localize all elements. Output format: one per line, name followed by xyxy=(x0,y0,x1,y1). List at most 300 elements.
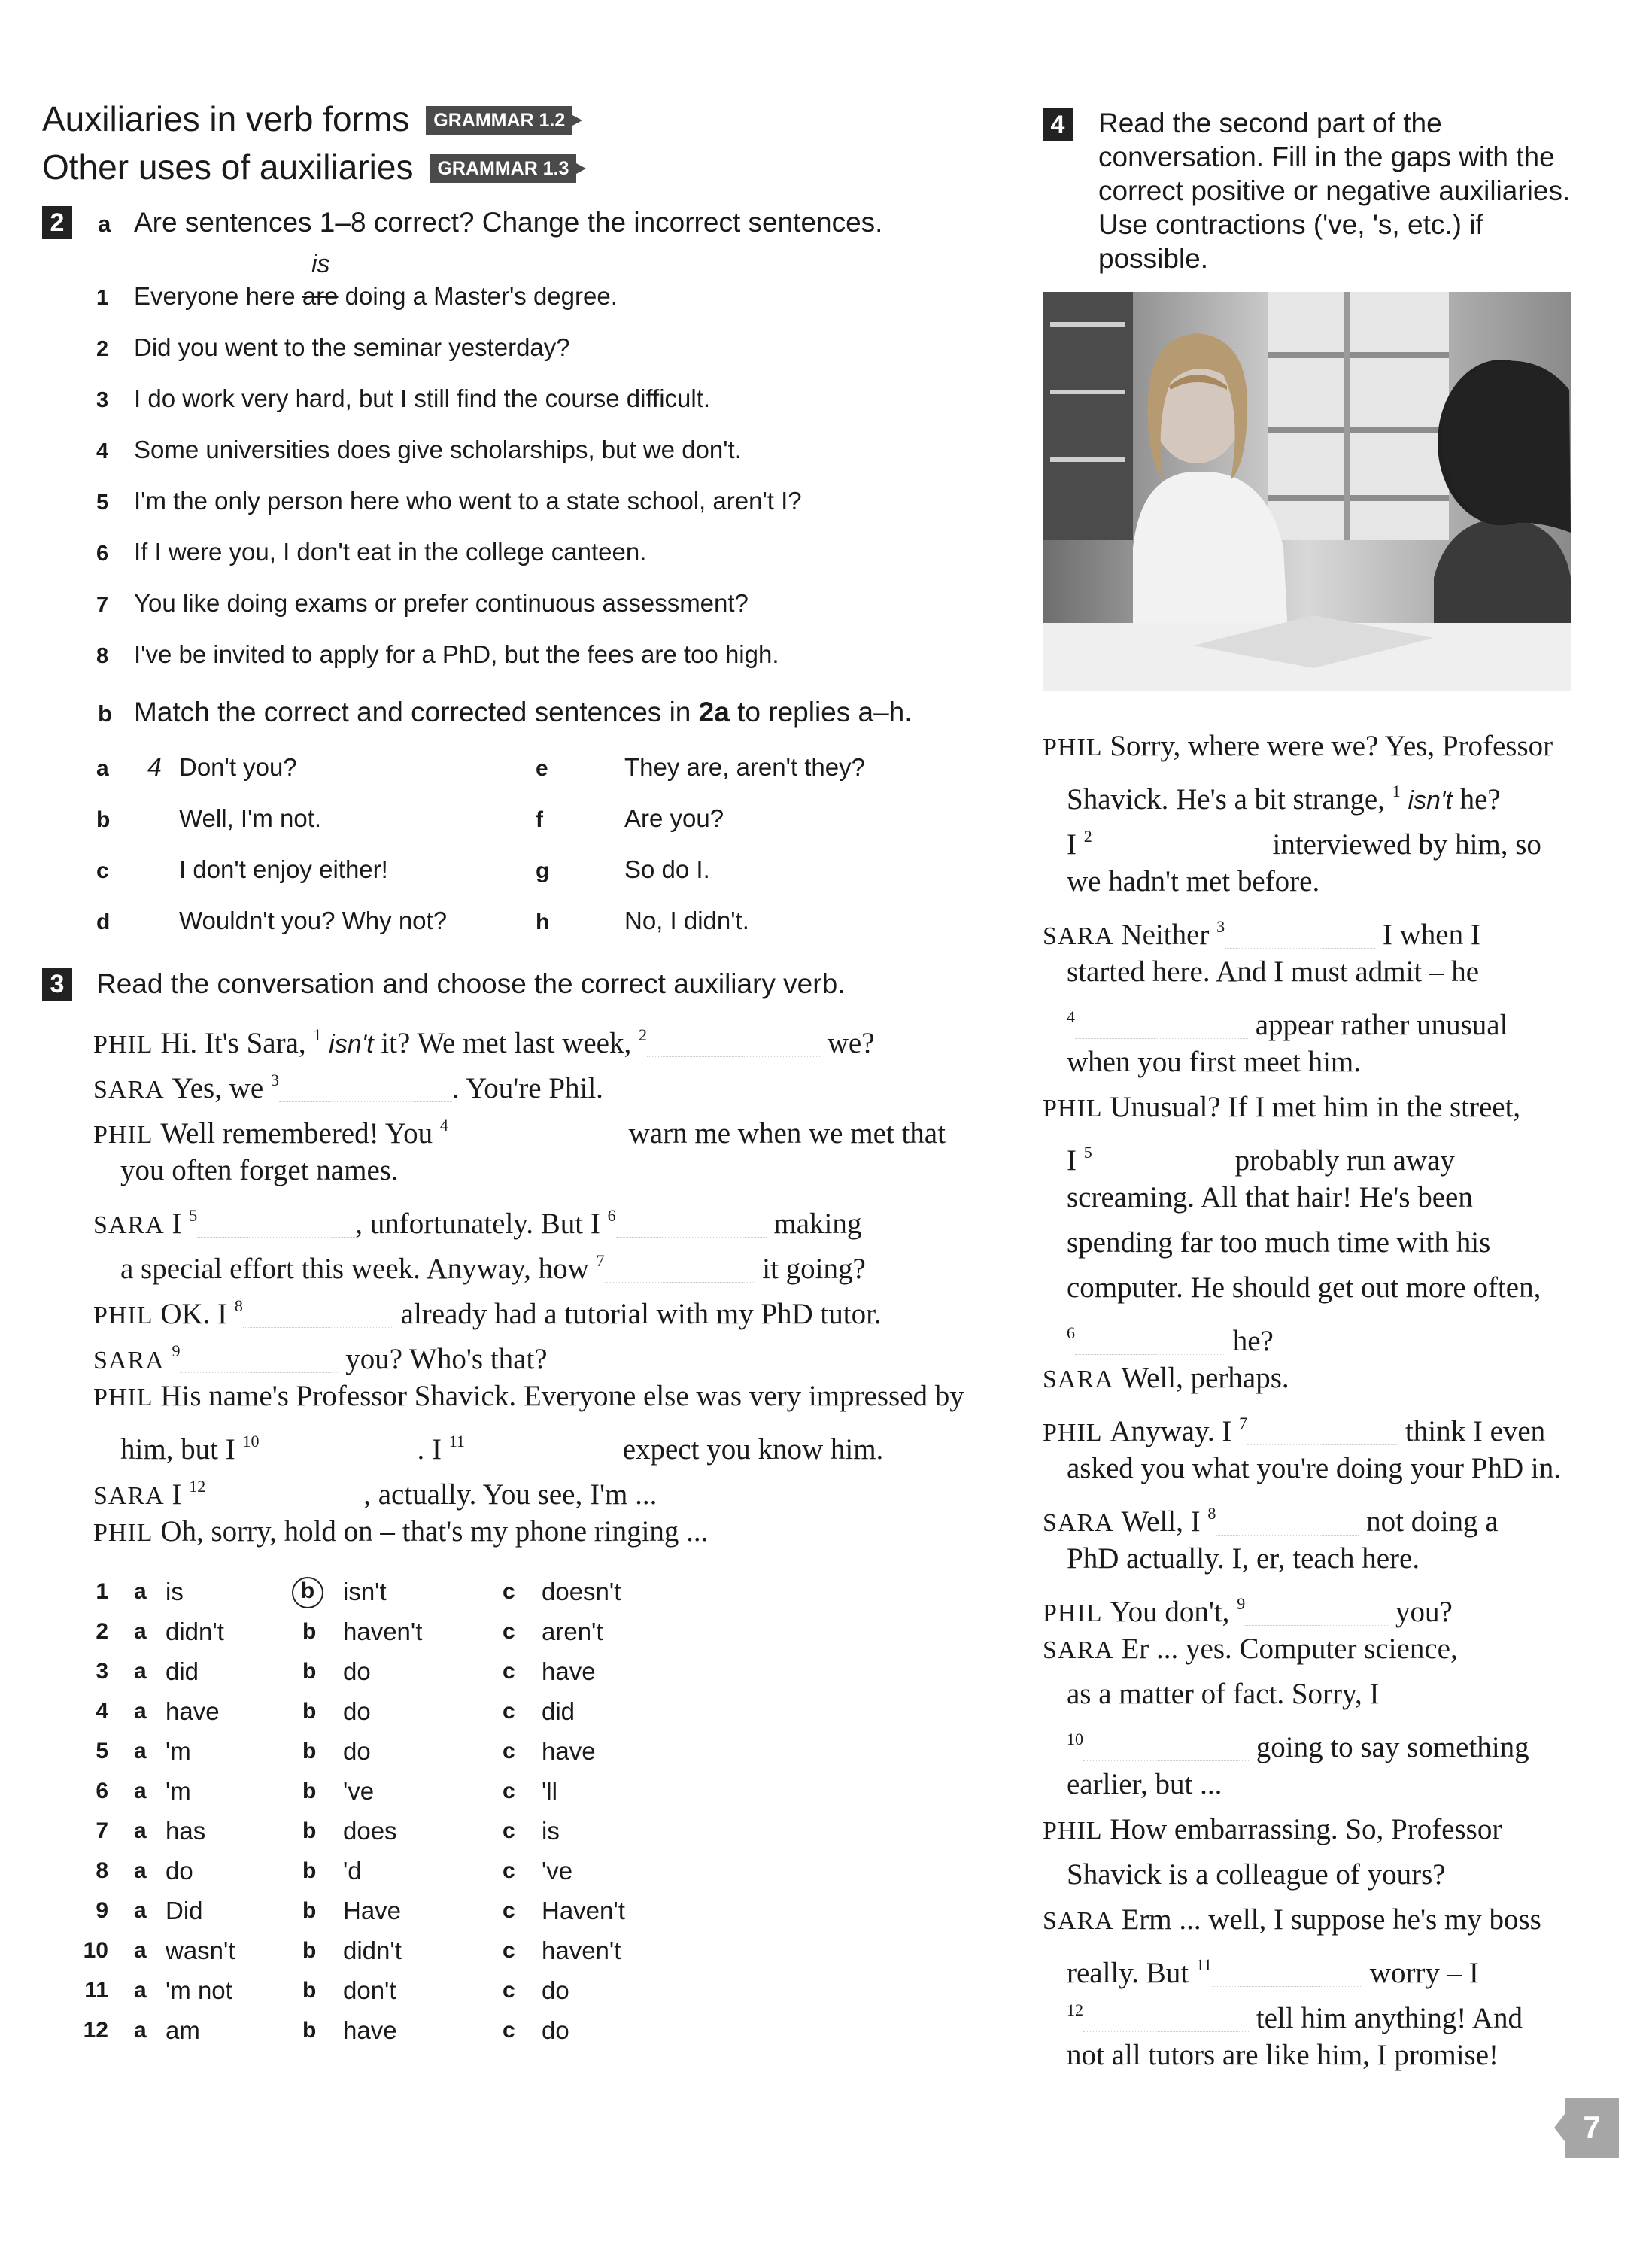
dialogue-text: Anyway. I xyxy=(1110,1415,1240,1447)
dialogue2-line-14: $^6$ he? xyxy=(1067,1323,1274,1357)
dialogue2-line-6: started here. And I must admit – he xyxy=(1067,955,1480,988)
reply-letter: e xyxy=(536,756,548,781)
dialogue-text: you? Who's that? xyxy=(338,1343,548,1375)
dialogue2-line-26: Shavick is a colleague of yours? xyxy=(1067,1858,1446,1891)
dialogue-text: Erm ... well, I suppose he's my boss xyxy=(1121,1903,1541,1936)
sentence-number: 4 xyxy=(96,439,109,463)
dialogue2-line-8: when you first meet him. xyxy=(1067,1046,1362,1078)
dialogue2-line-12: spending far too much time with his xyxy=(1067,1226,1491,1259)
dialogue-text: I when I xyxy=(1375,919,1480,951)
answer-gap[interactable] xyxy=(448,1119,621,1147)
correction-answer: is xyxy=(311,250,330,278)
option-letter-a: a xyxy=(134,1579,147,1604)
reply-text: They are, aren't they? xyxy=(624,753,865,781)
reply-letter: f xyxy=(536,807,543,832)
speaker-label: SARA xyxy=(1043,922,1114,950)
exercise-number-box: 2 xyxy=(42,206,72,239)
dialogue-text: him, but I xyxy=(120,1433,243,1466)
dialogue-line-6: a special effort this week. Anyway, how $^7$ it going? xyxy=(120,1251,866,1285)
dialogue-text: , unfortunately. But I xyxy=(355,1207,608,1240)
option-c[interactable]: 've xyxy=(542,1857,573,1885)
option-letter-b: b xyxy=(302,1739,317,1763)
option-number: 3 xyxy=(96,1659,108,1684)
section-title-1 xyxy=(42,98,572,140)
sentence-number: 7 xyxy=(96,593,109,617)
dialogue2-line-28: really. But $^{11}$ worry – I xyxy=(1067,1955,1479,1989)
sentence-1 xyxy=(96,281,618,313)
speaker-label: PHIL xyxy=(1043,1817,1103,1845)
dialogue-text: interviewed by him, so xyxy=(1265,828,1541,861)
answer-gap[interactable] xyxy=(1212,1959,1362,1987)
option-number: 5 xyxy=(96,1739,108,1763)
instruction-line: Read the second part of the xyxy=(1098,108,1442,138)
option-number: 4 xyxy=(96,1699,108,1724)
dialogue-line-7: PHIL OK. I $^8$ already had a tutorial with my PhD tutor. xyxy=(93,1296,882,1330)
dialogue-line-8: SARA $^9$ you? Who's that? xyxy=(93,1341,548,1375)
option-letter-c: c xyxy=(503,1938,515,1963)
dialogue2-line-5: SARA Neither $^3$ I when I xyxy=(1043,917,1480,951)
dialogue-text: it going? xyxy=(755,1253,866,1285)
exercise-4-instruction xyxy=(1098,106,1570,275)
option-number: 11 xyxy=(84,1978,108,2003)
reply-text: Well, I'm not. xyxy=(179,804,322,832)
dialogue-text: Yes, we xyxy=(172,1072,271,1104)
answer-gap[interactable] xyxy=(605,1255,755,1283)
instruction-line: Use contractions ('ve, 's, etc.) if xyxy=(1098,209,1483,240)
instruction-line: correct positive or negative auxiliaries. xyxy=(1098,175,1571,206)
option-letter-a: a xyxy=(134,1898,147,1923)
speaker-label: PHIL xyxy=(1043,1095,1103,1122)
dialogue2-line-17: asked you what you're doing your PhD in. xyxy=(1067,1452,1561,1484)
speaker-label: PHIL xyxy=(93,1031,153,1059)
dialogue2-line-20: PHIL You don't, $^9$ you? xyxy=(1043,1594,1453,1628)
option-letter-a: a xyxy=(134,1779,147,1803)
speaker-label: PHIL xyxy=(93,1519,153,1547)
sentence-text: Everyone here xyxy=(134,282,302,310)
part-letter: a xyxy=(98,211,111,237)
grammar-badge-1-3[interactable]: GRAMMAR 1.3 xyxy=(430,154,576,183)
option-letter-c: c xyxy=(503,1858,515,1883)
option-b[interactable]: does xyxy=(343,1817,397,1845)
dialogue-text: Well, perhaps. xyxy=(1121,1362,1289,1394)
exercise-3-number xyxy=(42,968,72,1001)
option-letter-a: a xyxy=(134,1858,147,1883)
page-number-tab xyxy=(1565,2098,1619,2158)
option-number: 7 xyxy=(96,1818,108,1843)
option-a[interactable]: didn't xyxy=(166,1618,224,1645)
example-answer: isn't xyxy=(329,1030,374,1059)
title-text: Other uses of auxiliaries xyxy=(42,147,414,187)
dialogue-text: probably run away xyxy=(1227,1144,1455,1177)
example-answer: isn't xyxy=(1408,786,1453,815)
reply-answer-field[interactable]: 4 xyxy=(147,753,162,782)
dialogue2-line-19: PhD actually. I, er, teach here. xyxy=(1067,1542,1420,1575)
dialogue-text: I xyxy=(1067,1144,1084,1177)
option-c[interactable]: have xyxy=(542,1657,596,1685)
dialogue-text: How embarrassing. So, Professor xyxy=(1110,1813,1502,1845)
dialogue2-line-4: we hadn't met before. xyxy=(1067,865,1320,898)
speaker-label: PHIL xyxy=(93,1121,153,1149)
option-b[interactable]: Have xyxy=(343,1897,402,1924)
dialogue2-line-18: SARA Well, I $^8$ not doing a xyxy=(1043,1504,1499,1538)
dialogue2-line-29: $^{12}$ tell him anything! And xyxy=(1067,2000,1523,2034)
option-a[interactable]: 'm xyxy=(166,1737,191,1765)
dialogue-line-1: PHIL Hi. It's Sara, $^1$ isn't it? We met last week, $^2$ we? xyxy=(93,1025,875,1059)
sentence-text: If I were you, I don't eat in the college canteen. xyxy=(134,538,647,566)
answer-gap[interactable] xyxy=(260,1435,418,1463)
option-c[interactable]: is xyxy=(542,1817,560,1845)
option-letter-c: c xyxy=(503,1579,515,1604)
dialogue-text: , actually. You see, I'm ... xyxy=(363,1478,657,1511)
option-letter-b: b xyxy=(302,1659,317,1684)
dialogue-text: His name's Professor Shavick. Everyone else was very impressed by xyxy=(160,1380,964,1412)
option-b[interactable]: haven't xyxy=(343,1618,423,1645)
sentence-number: 8 xyxy=(96,644,109,668)
option-letter-a: a xyxy=(134,1659,147,1684)
option-letter-a: a xyxy=(134,2018,147,2043)
dialogue2-line-15 xyxy=(1043,1360,1289,1398)
dialogue-text: Sorry, where were we? Yes, Professor xyxy=(1110,730,1553,762)
dialogue2-line-30: not all tutors are like him, I promise! xyxy=(1067,2039,1499,2071)
instruction-text: Are sentences 1–8 correct? Change the incorrect sentences. xyxy=(134,207,883,238)
answer-gap[interactable] xyxy=(1075,1327,1225,1355)
speaker-label: PHIL xyxy=(1043,1599,1103,1627)
answer-gap[interactable] xyxy=(1247,1417,1398,1445)
option-letter-a: a xyxy=(134,1699,147,1724)
option-b[interactable]: didn't xyxy=(343,1937,402,1964)
reply-letter: g xyxy=(536,858,550,883)
dialogue-text: Well, I xyxy=(1121,1505,1208,1538)
reply-b xyxy=(96,803,321,835)
dialogue2-line-21 xyxy=(1043,1631,1458,1669)
option-letter-a: a xyxy=(134,1938,147,1963)
instruction-line: conversation. Fill in the gaps with the xyxy=(1098,141,1555,172)
sentence-4 xyxy=(96,435,742,466)
answer-gap[interactable] xyxy=(1245,1598,1388,1626)
speaker-label: SARA xyxy=(1043,1365,1114,1393)
dialogue2-line-10: I $^5$ probably run away xyxy=(1067,1143,1455,1177)
dialogue-line-3: PHIL Well remembered! You $^4$ warn me when we met that xyxy=(93,1116,946,1150)
reply-text: No, I didn't. xyxy=(624,907,749,934)
struck-word: are xyxy=(302,282,339,310)
part-letter: b xyxy=(98,700,112,727)
sentence-number: 3 xyxy=(96,388,109,412)
speaker-label: SARA xyxy=(1043,1907,1114,1935)
sentence-text: I do work very hard, but I still find the course difficult. xyxy=(134,384,711,412)
answer-gap[interactable] xyxy=(1075,1011,1248,1039)
dialogue-text: Unusual? If I met him in the street, xyxy=(1110,1091,1521,1123)
speaker-label: SARA xyxy=(93,1211,165,1239)
dialogue-text: think I even xyxy=(1398,1415,1546,1447)
speaker-label: SARA xyxy=(1043,1509,1114,1537)
speaker-label: SARA xyxy=(93,1482,165,1510)
title-text: Auxiliaries in verb forms xyxy=(42,99,410,138)
option-letter-b: b xyxy=(302,1938,317,1963)
dialogue-text: . I xyxy=(417,1433,449,1466)
dialogue2-line-11: screaming. All that hair! He's been xyxy=(1067,1181,1473,1214)
option-b[interactable]: do xyxy=(343,1737,371,1765)
option-b[interactable]: isn't xyxy=(343,1578,387,1605)
option-c[interactable]: doesn't xyxy=(542,1578,621,1605)
sentence-5 xyxy=(96,486,802,518)
answer-gap[interactable] xyxy=(1083,1733,1249,1761)
speaker-label: SARA xyxy=(93,1347,165,1375)
dialogue-text: OK. I xyxy=(160,1298,235,1330)
option-b[interactable]: don't xyxy=(343,1976,396,2004)
exercise-3-instruction: Read the conversation and choose the correct auxiliary verb. xyxy=(96,968,846,999)
answer-gap[interactable] xyxy=(465,1435,615,1463)
instruction-bold: 2a xyxy=(698,697,730,728)
option-c[interactable]: Haven't xyxy=(542,1897,625,1924)
dialogue2-line-3: I $^2$ interviewed by him, so xyxy=(1067,827,1541,861)
speaker-label: SARA xyxy=(93,1076,165,1104)
speaker-label: SARA xyxy=(1043,1636,1114,1664)
sentence-text: You like doing exams or prefer continuous assessment? xyxy=(134,589,749,617)
reply-text: Don't you? xyxy=(179,753,297,781)
option-a[interactable]: is xyxy=(166,1578,184,1605)
option-b[interactable]: do xyxy=(343,1657,371,1685)
dialogue2-line-23: $^{10}$ going to say something xyxy=(1067,1730,1529,1763)
dialogue-text: making xyxy=(766,1207,862,1240)
answer-gap[interactable] xyxy=(1092,1147,1228,1174)
answer-gap[interactable] xyxy=(180,1345,338,1373)
option-b[interactable]: have xyxy=(343,2016,397,2044)
dialogue-text: a special effort this week. Anyway, how xyxy=(120,1253,597,1285)
option-letter-a: a xyxy=(134,1619,147,1644)
option-letter-c: c xyxy=(503,1779,515,1803)
reply-letter: h xyxy=(536,910,550,934)
option-number: 8 xyxy=(96,1858,108,1883)
dialogue-text: You don't, xyxy=(1110,1596,1237,1628)
answer-gap[interactable] xyxy=(1216,1508,1359,1536)
photo-illustration xyxy=(1043,292,1571,691)
option-a[interactable]: did xyxy=(166,1657,199,1685)
option-letter-c: c xyxy=(503,1818,515,1843)
option-c[interactable]: did xyxy=(542,1697,575,1725)
instruction-line: possible. xyxy=(1098,243,1209,274)
dialogue-text: expect you know him. xyxy=(615,1433,884,1466)
dialogue-text: he? xyxy=(1225,1325,1274,1357)
answer-gap[interactable] xyxy=(197,1210,355,1238)
option-number: 9 xyxy=(96,1898,108,1923)
option-a[interactable]: have xyxy=(166,1697,220,1725)
option-a[interactable]: Did xyxy=(166,1897,203,1924)
answer-gap[interactable] xyxy=(1092,831,1265,858)
exercise-2b-instruction xyxy=(98,695,913,731)
exercise-number-box: 3 xyxy=(42,968,72,1001)
exercise-2a-instruction xyxy=(98,205,882,241)
sentence-text: doing a Master's degree. xyxy=(338,282,618,310)
answer-gap[interactable] xyxy=(279,1074,452,1102)
dialogue-text: going to say something xyxy=(1249,1731,1529,1763)
exercise-number-box: 4 xyxy=(1043,108,1073,141)
reply-a xyxy=(96,752,297,784)
instruction-text: Match the correct and corrected sentences in xyxy=(134,697,699,728)
dialogue-line-2: SARA Yes, we $^3$ . You're Phil. xyxy=(93,1071,603,1104)
reply-text: I don't enjoy either! xyxy=(179,855,388,883)
dialogue-text: I xyxy=(1067,828,1084,861)
option-letter-c: c xyxy=(503,1978,515,2003)
sentence-number: 5 xyxy=(96,491,109,515)
exercise-4-number xyxy=(1043,108,1073,141)
reply-letter: c xyxy=(96,858,109,883)
dialogue-text: Well remembered! You xyxy=(160,1117,440,1150)
dialogue-text: really. But xyxy=(1067,1957,1196,1989)
dialogue-text: you? xyxy=(1388,1596,1453,1628)
option-a[interactable]: 'm not xyxy=(166,1976,232,2004)
dialogue-text: Hi. It's Sara, xyxy=(160,1027,314,1059)
option-a[interactable]: do xyxy=(166,1857,193,1885)
speaker-label: PHIL xyxy=(1043,734,1103,761)
option-c[interactable]: do xyxy=(542,1976,569,2004)
option-number: 1 xyxy=(96,1579,108,1604)
option-letter-b: b xyxy=(302,1619,317,1644)
option-letter-c: c xyxy=(503,2018,515,2043)
speaker-label: PHIL xyxy=(1043,1419,1103,1447)
reply-c xyxy=(96,855,388,886)
dialogue2-line-2: Shavick. He's a bit strange, $^1$ isn't he? xyxy=(1067,782,1501,816)
reply-d xyxy=(96,906,447,937)
answer-gap[interactable] xyxy=(243,1300,393,1328)
answer-gap[interactable] xyxy=(647,1029,820,1057)
sentence-text: I'm the only person here who went to a state school, aren't I? xyxy=(134,487,802,515)
option-a[interactable]: wasn't xyxy=(166,1937,235,1964)
dialogue-text: already had a tutorial with my PhD tutor. xyxy=(393,1298,882,1330)
option-number: 6 xyxy=(96,1779,108,1803)
speaker-label: PHIL xyxy=(93,1384,153,1411)
option-letter-b: b xyxy=(302,1699,317,1724)
answer-gap[interactable] xyxy=(1225,921,1375,949)
answer-gap[interactable] xyxy=(205,1481,363,1508)
reply-g xyxy=(536,855,710,886)
sentence-number: 2 xyxy=(96,337,109,361)
reply-e xyxy=(536,752,865,784)
option-number: 10 xyxy=(83,1938,108,1963)
option-letter-c: c xyxy=(503,1739,515,1763)
dialogue2-line-24: earlier, but ... xyxy=(1067,1768,1222,1800)
option-number: 2 xyxy=(96,1619,108,1644)
reply-letter: b xyxy=(96,807,111,832)
dialogue-text: it? We met last week, xyxy=(381,1027,639,1059)
dialogue-line-5: SARA I $^5$ , unfortunately. But I $^6$ making xyxy=(93,1206,862,1240)
option-letter-c: c xyxy=(503,1659,515,1684)
option-c[interactable]: aren't xyxy=(542,1618,603,1645)
dialogue-line-12 xyxy=(93,1514,708,1551)
option-a[interactable]: 'm xyxy=(166,1777,191,1805)
page-number: 7 xyxy=(1583,2110,1601,2145)
sentence-8 xyxy=(96,639,779,671)
dialogue-text: Neither xyxy=(1121,919,1217,951)
option-letter-a: a xyxy=(134,1978,147,2003)
option-b[interactable]: 've xyxy=(343,1777,375,1805)
dialogue-text: I xyxy=(172,1478,190,1511)
dialogue-text: Oh, sorry, hold on – that's my phone ringing ... xyxy=(160,1515,709,1548)
dialogue2-line-1 xyxy=(1043,728,1553,766)
option-a[interactable]: has xyxy=(166,1817,206,1845)
answer-gap[interactable] xyxy=(1083,2004,1249,2032)
option-number: 12 xyxy=(83,2018,108,2043)
dialogue2-line-27 xyxy=(1043,1902,1541,1940)
answer-gap[interactable] xyxy=(616,1210,767,1238)
sentence-text: Did you went to the seminar yesterday? xyxy=(134,333,570,361)
option-letter-b: b xyxy=(302,1779,317,1803)
option-c[interactable]: haven't xyxy=(542,1937,621,1964)
dialogue2-line-22: as a matter of fact. Sorry, I xyxy=(1067,1678,1380,1710)
dialogue-text: not doing a xyxy=(1359,1505,1499,1538)
option-c[interactable]: 'll xyxy=(542,1777,557,1805)
dialogue-text: Shavick. He's a bit strange, xyxy=(1067,783,1392,816)
sentence-2 xyxy=(96,333,570,364)
dialogue-line-9 xyxy=(93,1378,964,1416)
dialogue-text: . You're Phil. xyxy=(451,1072,603,1104)
tab-arrow xyxy=(1554,2114,1565,2141)
dialogue2-line-13: computer. He should get out more often, xyxy=(1067,1271,1541,1304)
grammar-badge-1-2[interactable]: GRAMMAR 1.2 xyxy=(426,106,572,135)
speaker-label: PHIL xyxy=(93,1302,153,1329)
reply-text: Are you? xyxy=(624,804,724,832)
option-b[interactable]: 'd xyxy=(343,1857,362,1885)
dialogue-text: tell him anything! And xyxy=(1249,2002,1523,2034)
option-letter-a: a xyxy=(134,1739,147,1763)
sentence-number: 1 xyxy=(96,286,109,310)
option-letter-b: b xyxy=(302,1818,317,1843)
option-letter-b: b xyxy=(302,1978,317,2003)
sentence-6 xyxy=(96,537,646,569)
dialogue-line-10: him, but I $^{10}$ . I $^{11}$ expect you know him. xyxy=(120,1432,884,1466)
sentence-3 xyxy=(96,384,710,415)
dialogue2-line-7: $^4$ appear rather unusual xyxy=(1067,1007,1508,1041)
option-letter-a: a xyxy=(134,1818,147,1843)
option-letter-b: b xyxy=(302,2018,317,2043)
dialogue-line-4: you often forget names. xyxy=(120,1154,399,1186)
dialogue-text: appear rather unusual xyxy=(1248,1009,1508,1041)
section-title-2 xyxy=(42,146,576,188)
sentence-number: 6 xyxy=(96,542,109,566)
option-a[interactable]: am xyxy=(166,2016,200,2044)
photo xyxy=(1043,292,1571,691)
exercise-2-number xyxy=(42,206,72,239)
option-letter-c: c xyxy=(503,1619,515,1644)
reply-letter: d xyxy=(96,910,111,934)
option-letter-c: c xyxy=(503,1699,515,1724)
option-letter-b: b xyxy=(302,1858,317,1883)
dialogue-text: worry – I xyxy=(1362,1957,1479,1989)
reply-text: Wouldn't you? Why not? xyxy=(179,907,448,934)
reply-letter: a xyxy=(96,756,109,781)
sentence-text: Some universities does give scholarships, but we don't. xyxy=(134,436,742,463)
option-letter-c: c xyxy=(503,1898,515,1923)
option-letter-b-circled: b xyxy=(292,1577,323,1608)
reply-f xyxy=(536,803,724,835)
dialogue2-line-9 xyxy=(1043,1089,1520,1127)
dialogue-text: we? xyxy=(820,1027,875,1059)
dialogue-line-11: SARA I $^{12}$ , actually. You see, I'm ... xyxy=(93,1477,657,1511)
option-b[interactable]: do xyxy=(343,1697,371,1725)
dialogue-text: warn me when we met that xyxy=(621,1117,946,1150)
sentence-7 xyxy=(96,588,749,620)
dialogue2-line-16: PHIL Anyway. I $^7$ think I even xyxy=(1043,1414,1546,1447)
sentence-text: I've be invited to apply for a PhD, but the fees are too high. xyxy=(134,640,779,668)
option-c[interactable]: do xyxy=(542,2016,569,2044)
dialogue-text: Er ... yes. Computer science, xyxy=(1121,1633,1458,1665)
dialogue-text: he? xyxy=(1459,783,1501,816)
reply-text: So do I. xyxy=(624,855,710,883)
instruction-text: to replies a–h. xyxy=(729,697,913,728)
option-letter-b: b xyxy=(302,1898,317,1923)
option-c[interactable]: have xyxy=(542,1737,596,1765)
dialogue-text: I xyxy=(172,1207,190,1240)
reply-h xyxy=(536,906,749,937)
